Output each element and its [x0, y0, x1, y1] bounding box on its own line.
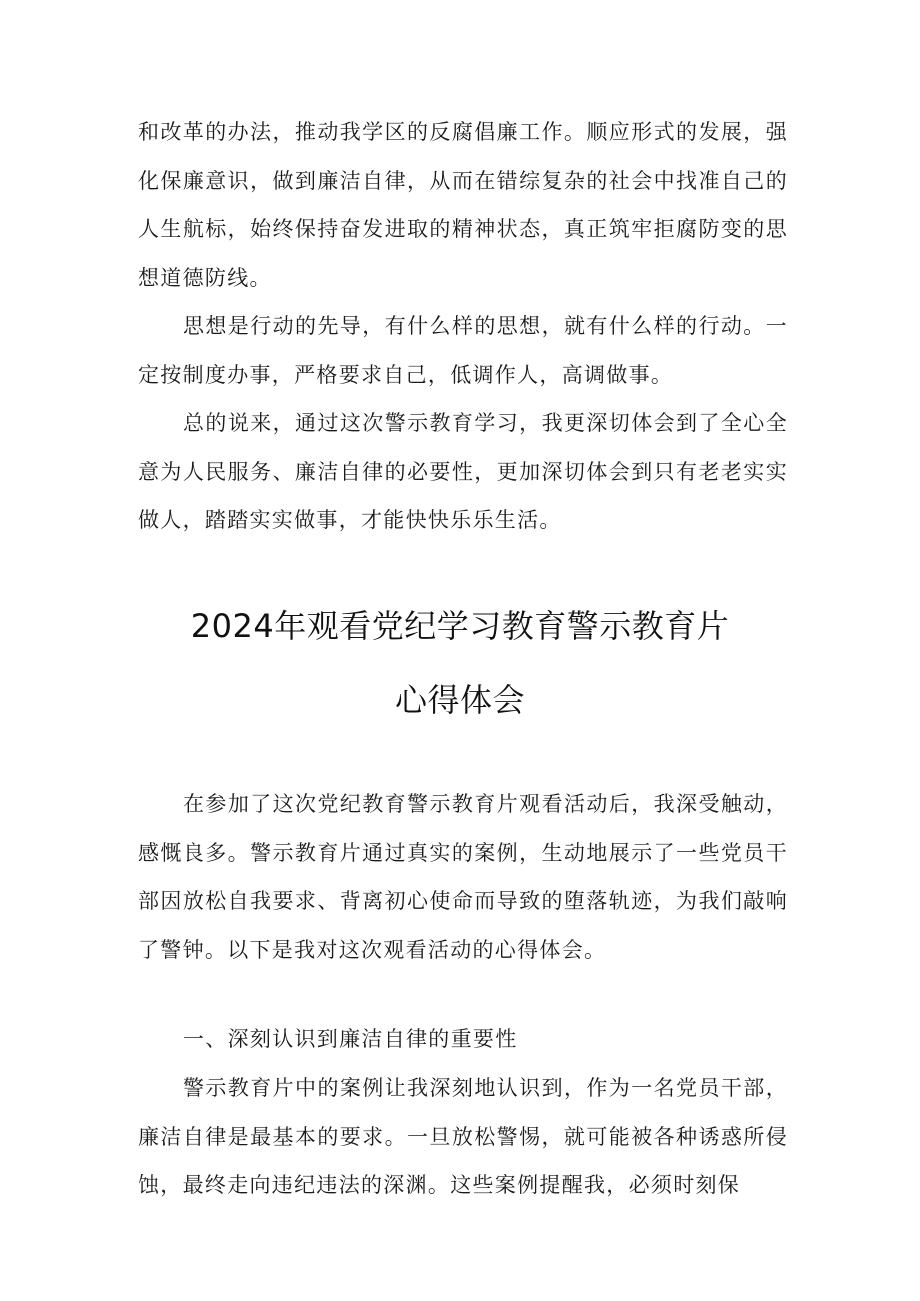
- section1-heading: 一、深刻认识到廉洁自律的重要性: [183, 1027, 518, 1051]
- paragraph-thought: 思想是行动的先导，有什么样的思想，就有什么样的行动。一定按制度办事，严格要求自己，低调作人，高调做事。: [138, 314, 788, 387]
- paragraph-summary: 总的说来，通过这次警示教育学习，我更深切体会到了全心全意为人民服务、廉洁自律的必要性，更加深切体会到只有老老实实做人，踏踏实实做事，才能快快乐乐生活。: [138, 411, 788, 532]
- intro-paragraph: 在参加了这次党纪教育警示教育片观看活动后，我深受触动，感慨良多。警示教育片通过真实的案例，生动地展示了一些党员干部因放松自我要求、背离初心使命而导致的堕落轨迹，为我们敲响了警钟。以下是我对这次观看活动的心得体会。: [138, 792, 788, 962]
- document-title-line2: 心得体会: [394, 681, 525, 719]
- document-title-line1: 2024年观看党纪学习教育警示教育片: [190, 607, 730, 645]
- section1-paragraph: 警示教育片中的案例让我深刻地认识到，作为一名党员干部，廉洁自律是最基本的要求。一旦放松警惕，就可能被各种诱惑所侵蚀，最终走向违纪违法的深渊。这些案例提醒我，必须时刻保: [138, 1076, 788, 1197]
- continuation-paragraph: 和改革的办法，推动我学区的反腐倡廉工作。顺应形式的发展，强化保廉意识，做到廉洁自律，从而在错综复杂的社会中找准自己的人生航标，始终保持奋发进取的精神状态，真正筑牢拒腐防变的思想道德防线。: [138, 120, 788, 290]
